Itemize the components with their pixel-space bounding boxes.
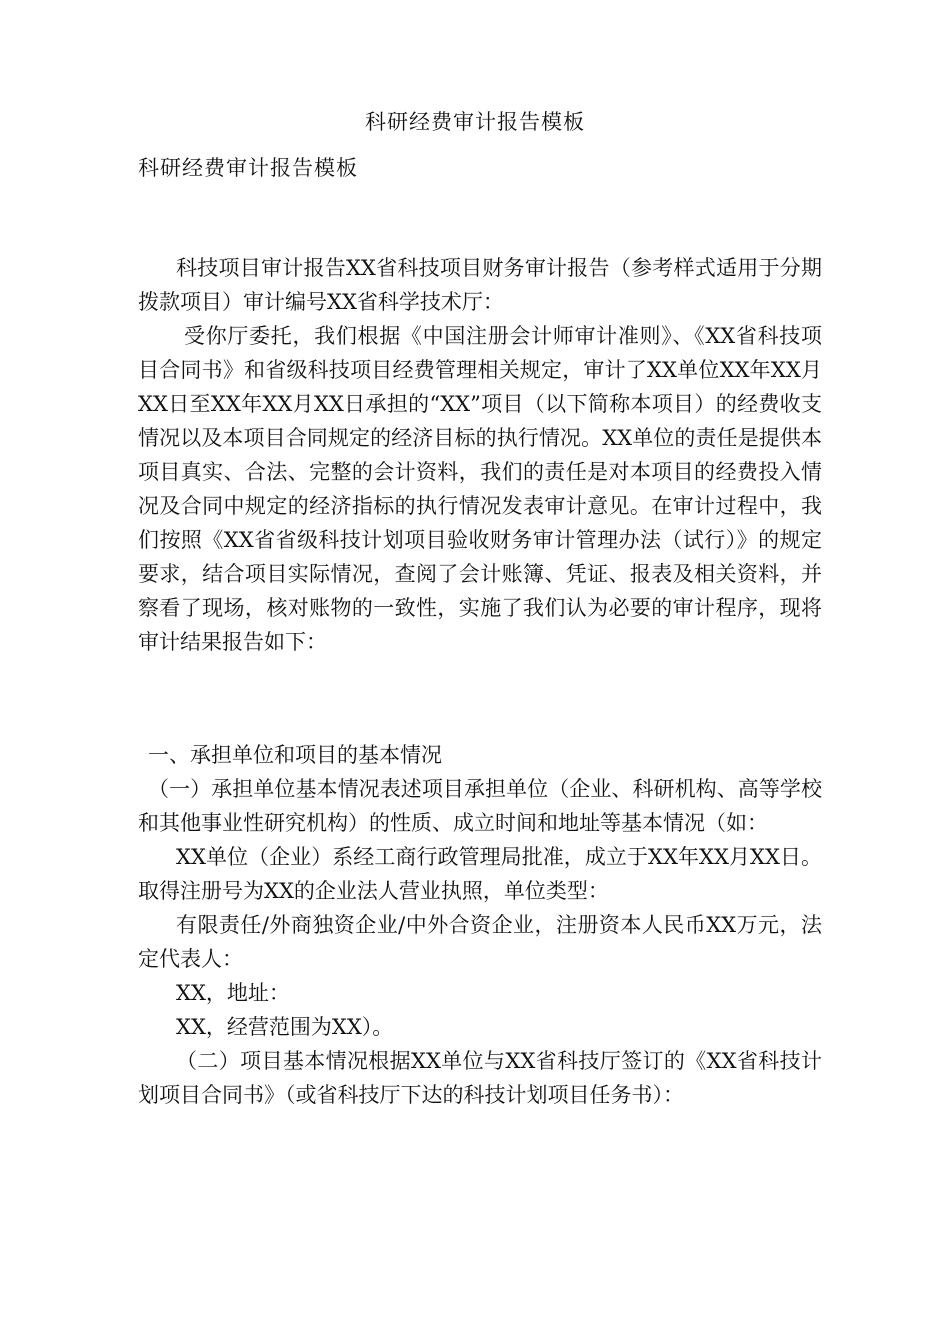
section-heading: 一、承担单位和项目的基本情况 [148, 743, 442, 767]
subsection-project-info: （二）项目基本情况根据XX单位与XX省科技厅签订的《XX省科技计划项目合同书》（或省科技厅下达的科技计划项目任务书）： [138, 1049, 822, 1107]
audit-scope-paragraph: 受你厅委托，我们根据《中国注册会计师审计准则》、《XX省科技项目合同书》和省级科技项目经费管理相关规定，审计了XX单位XX年XX月XX日至XX年XX月XX日承担的“XX”项目（以下简称本项目）的经费收支情况以及本项目合同规定的经济目标的执行情况。XX单位的责任是提供本项目真实、合法、完整的会计资料，我们的责任是对本项目的经费投入情况及合同中规定的经济指标的执行情况发表审计意见。在审计过程中，我们按照《XX省省级科技计划项目验收财务审计管理办法（试行）》的规定要求，结合项目实际情况，查阅了会计账簿、凭证、报表及相关资料，并察看了现场，核对账物的一致性，实施了我们认为必要的审计程序，现将审计结果报告如下： [138, 324, 822, 654]
unit-info-paragraph-2: 有限责任/外商独资企业/中外合资企业，注册资本人民币XX万元，法定代表人： [138, 913, 822, 971]
document-title: 科研经费审计报告模板 [365, 110, 585, 134]
section-basic-info [138, 738, 822, 1112]
subsection-unit-info: （一）承担单位基本情况表述项目承担单位（企业、科研机构、高等学校和其他事业性研究机构）的性质、成立时间和地址等基本情况（如： [138, 777, 822, 835]
unit-info-paragraph-1: XX单位（企业）系经工商行政管理局批准，成立于XX年XX月XX日。取得注册号为XX的企业法人营业执照，单位类型： [138, 845, 822, 903]
intro-section [138, 251, 822, 659]
report-heading-paragraph: 科技项目审计报告XX省科技项目财务审计报告（参考样式适用于分期拨款项目）审计编号XX省科学技术厅： [138, 256, 822, 314]
unit-info-paragraph-4: XX，经营范围为XX）。 [176, 1015, 394, 1039]
document-subtitle: 科研经费审计报告模板 [138, 156, 358, 180]
unit-info-paragraph-3: XX，地址： [176, 981, 290, 1005]
